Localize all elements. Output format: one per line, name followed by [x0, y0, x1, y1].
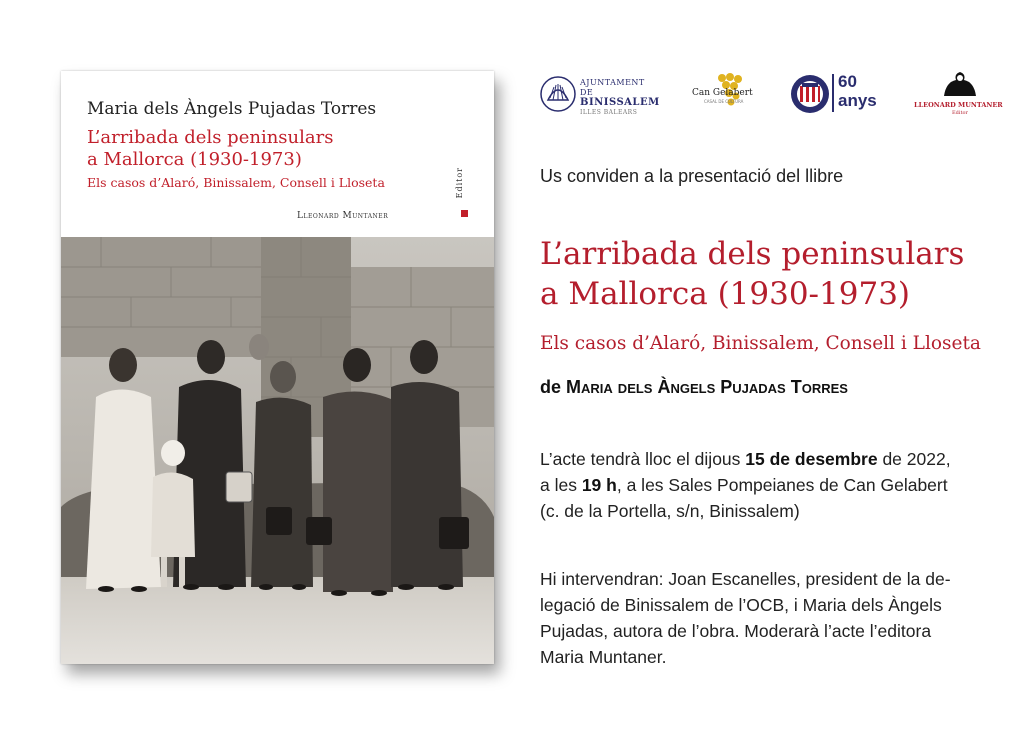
event-address: (c. de la Portella, s/n, Binissalem)	[540, 501, 800, 521]
book-cover-photo	[61, 237, 494, 664]
ajuntament-logo	[540, 74, 660, 114]
shell-icon	[540, 76, 576, 112]
event-details	[540, 446, 1000, 524]
lleonard-muntaner-logo	[914, 70, 1010, 118]
lleonard-line-1: LLEONARD MUNTANER	[914, 101, 1003, 109]
ocb-emblem-icon	[790, 74, 830, 114]
book-cover	[61, 71, 494, 664]
book-publisher: Lleonard Muntaner	[297, 211, 389, 221]
sponsor-logos	[540, 70, 1010, 120]
main-subtitle: Els casos d’Alaró, Binissalem, Consell i Lloseta	[540, 333, 981, 354]
author-prefix: de	[540, 377, 562, 397]
event-line-1	[540, 446, 1000, 472]
event-date: 15 de desembre	[745, 449, 878, 469]
speakers-paragraph	[540, 566, 1006, 670]
ocb-word: anys	[838, 91, 877, 110]
book-title	[87, 127, 333, 171]
book-editor-label: Editor	[455, 167, 464, 199]
speakers-line-4: Maria Muntaner.	[540, 647, 667, 667]
lleonard-line-2: Editor	[952, 110, 968, 116]
event-time: 19 h	[581, 475, 617, 495]
ajuntament-line-1: AJUNTAMENT DE	[580, 78, 645, 97]
lion-icon	[940, 70, 980, 100]
invitation-intro: Us conviden a la presentació del llibre	[540, 166, 844, 186]
main-title-line-1: L’arribada dels peninsulars	[540, 236, 965, 272]
book-title-line-2: a Mallorca (1930-1973)	[87, 149, 302, 170]
can-gelabert-logo	[690, 70, 760, 118]
speakers-line-2: legació de Binissalem de l’OCB, i Maria dels Àngels	[540, 595, 942, 615]
ajuntament-line-2: BINISSALEM	[580, 97, 660, 108]
author-name: Maria dels Àngels Pujadas Torres	[566, 377, 848, 397]
author-line	[540, 377, 848, 398]
event-text-2: de 2022,	[877, 449, 951, 469]
speakers-line-1: Hi intervendran: Joan Escanelles, president de la de-	[540, 569, 951, 589]
main-title	[540, 234, 964, 314]
ajuntament-line-3: ILLES BALEARS	[580, 109, 638, 116]
publisher-mark	[461, 210, 468, 217]
can-gelabert-name: Can Gelabert	[692, 88, 753, 98]
event-text-1: L’acte tendrà lloc el dijous	[540, 449, 746, 469]
book-title-line-1: L’arribada dels peninsulars	[87, 127, 334, 148]
event-text-3: a les	[540, 475, 582, 495]
speakers-line-3: Pujadas, autora de l’obra. Moderarà l’acte l’editora	[540, 621, 932, 641]
event-line-2	[540, 472, 1000, 498]
ocb-logo	[790, 72, 890, 116]
event-text-4: , a les Sales Pompeianes de Can Gelabert	[616, 475, 948, 495]
book-author: Maria dels Àngels Pujadas Torres	[87, 99, 377, 119]
main-title-line-2: a Mallorca (1930-1973)	[540, 276, 911, 312]
can-gelabert-tagline: CASAL DE CULTURA	[704, 99, 744, 104]
ocb-number: 60	[838, 72, 857, 91]
book-subtitle: Els casos d’Alaró, Binissalem, Consell i Lloseta	[87, 175, 385, 190]
